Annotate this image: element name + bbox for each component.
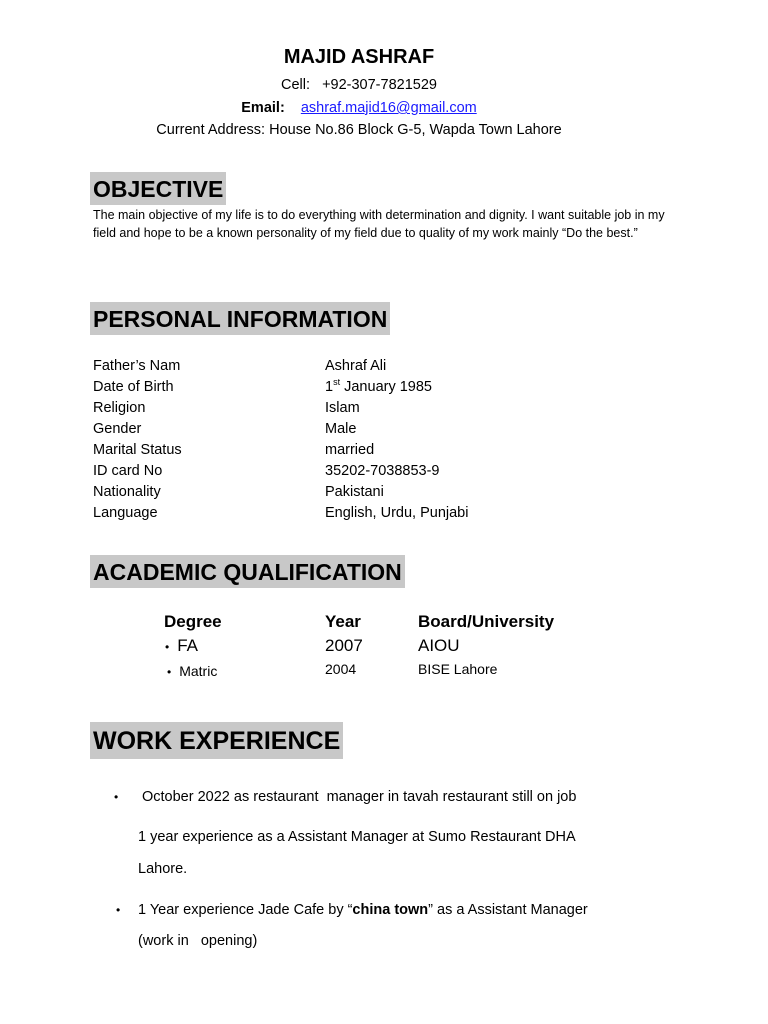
academic-year: 2007	[325, 636, 363, 655]
academic-year: 2004	[325, 661, 357, 677]
personal-row-dob	[93, 379, 593, 400]
personal-label: Marital Status	[93, 442, 182, 458]
personal-row-language	[93, 505, 593, 526]
personal-label: Date of Birth	[93, 379, 174, 395]
academic-degree	[167, 663, 217, 679]
personal-row-father	[93, 358, 593, 379]
work-item-2-prefix: 1 Year experience Jade Cafe by “	[138, 902, 353, 918]
personal-value: Pakistani	[325, 484, 384, 500]
work-item-2-line-2: (work in opening)	[138, 933, 258, 949]
academic-degree	[165, 636, 198, 656]
email-label: Email:	[241, 100, 285, 116]
column-header-board: Board/University	[418, 612, 555, 631]
degree-text: Matric	[179, 663, 218, 679]
work-item-1b-line-1: 1 year experience as a Assistant Manager at Sumo Restaurant DHA	[138, 829, 576, 845]
address-line	[0, 122, 718, 138]
dob-day: 1	[325, 379, 334, 395]
cell-line	[0, 77, 718, 93]
personal-label: Nationality	[93, 484, 161, 500]
personal-label: ID card No	[93, 463, 163, 479]
personal-row-idcard	[93, 463, 593, 484]
personal-value	[325, 379, 432, 395]
cell-value: +92-307-7821529	[322, 77, 437, 93]
bullet-icon: •	[114, 790, 119, 804]
personal-label: Father’s Nam	[93, 358, 181, 374]
work-heading: WORK EXPERIENCE	[90, 722, 343, 759]
address-value: House No.86 Block G-5, Wapda Town Lahore	[269, 122, 562, 138]
personal-value: Islam	[325, 400, 360, 416]
column-header-degree: Degree	[164, 612, 222, 631]
bullet-icon: •	[165, 639, 170, 654]
work-item-1: October 2022 as restaurant manager in tavah restaurant still on job	[142, 789, 577, 805]
personal-label: Gender	[93, 421, 142, 437]
cell-label: Cell:	[281, 77, 311, 93]
academic-heading: ACADEMIC QUALIFICATION	[90, 555, 405, 588]
personal-info-heading: PERSONAL INFORMATION	[90, 302, 390, 335]
bullet-icon: •	[167, 665, 172, 680]
academic-board: AIOU	[418, 636, 460, 655]
academic-board: BISE Lahore	[418, 661, 498, 677]
personal-row-nationality	[93, 484, 593, 505]
degree-text: FA	[177, 636, 198, 655]
personal-label: Language	[93, 505, 158, 521]
candidate-name: MAJID ASHRAF	[283, 46, 435, 68]
personal-value: English, Urdu, Punjabi	[325, 505, 469, 521]
work-item-2-bold: china town	[352, 902, 429, 918]
personal-row-gender	[93, 421, 593, 442]
personal-value: Ashraf Ali	[325, 358, 387, 374]
bullet-icon: •	[116, 903, 121, 917]
email-line	[0, 100, 718, 116]
objective-text: The main objective of my life is to do everything with determination and dignity. I want suitable job in my field and hope to be a known personality of my field due to quality of my work mainly “Do the best.”	[93, 208, 665, 240]
work-item-2-suffix: ” as a Assistant Manager	[428, 902, 588, 918]
work-item-2	[138, 902, 588, 918]
personal-row-marital	[93, 442, 593, 463]
column-header-year: Year	[325, 612, 361, 631]
dob-rest: January 1985	[340, 379, 432, 395]
dob-day-suffix: st	[333, 377, 341, 388]
personal-value: 35202-7038853-9	[325, 463, 440, 479]
personal-row-religion	[93, 400, 593, 421]
address-label: Current Address:	[156, 122, 266, 138]
work-item-1b-line-2: Lahore.	[138, 861, 188, 877]
objective-heading: OBJECTIVE	[90, 172, 226, 205]
personal-value: Male	[325, 421, 357, 437]
email-link[interactable]: ashraf.majid16@gmail.com	[300, 100, 477, 116]
personal-value: married	[325, 442, 375, 458]
personal-label: Religion	[93, 400, 146, 416]
